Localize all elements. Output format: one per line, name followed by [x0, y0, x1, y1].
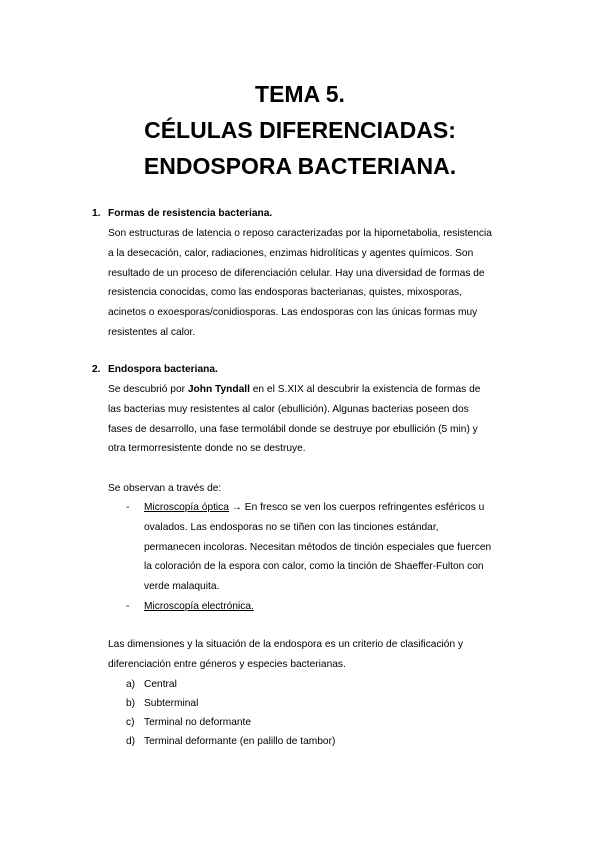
paragraph-line: acinetos o exoesporas/conidiosporas. Las endosporas con las únicas formas muy — [108, 307, 478, 319]
list-item-central: Central — [144, 679, 177, 690]
section-number: 1. — [92, 208, 101, 219]
paragraph-line: las bacterias muy resistentes al calor (ebullición). Algunas bacterias poseen dos — [108, 403, 469, 415]
bullet-line: la coloración de la espora con calor, como la tinción de Shaeffer-Fulton con — [144, 561, 484, 573]
bullet-optical-microscopy — [144, 498, 524, 597]
paragraph-line: Se observan a través de: — [108, 483, 222, 494]
list-marker: a) — [126, 679, 136, 690]
title-line-1: TEMA 5. — [255, 81, 345, 107]
paragraph-line: resultado de un proceso de diferenciación celular. Hay una diversidad de formas de — [108, 267, 485, 279]
section-2-paragraph — [108, 380, 520, 459]
bullet-line: permanecen incoloras. Necesitan métodos de tinción especiales que fuercen — [144, 541, 492, 553]
title-line-3: ENDOSPORA BACTERIANA. — [143, 153, 457, 179]
bullet-line: ovalados. Las endosporas no se tiñen con las tinciones estándar, — [144, 521, 439, 533]
bullet-term: Microscopía electrónica. — [144, 601, 254, 612]
bullet-line: verde malaquita. — [144, 581, 220, 593]
section-1-paragraph — [108, 224, 520, 343]
bullet-electron-microscopy — [144, 597, 524, 617]
bullet-marker: - — [126, 601, 130, 612]
intro-text: Se descubrió por — [108, 384, 188, 395]
list-item-subterminal: Subterminal — [144, 698, 199, 709]
bullet-line — [144, 498, 524, 518]
bullet-description: → En fresco se ven los cuerpos refringentes esféricos u — [228, 502, 485, 513]
list-item-terminal-deformante: Terminal deformante (en palillo de tambor) — [144, 736, 336, 747]
list-item-terminal-no-deformante: Terminal no deformante — [144, 717, 252, 728]
paragraph-line: resistencia conocidas, como las endosporas bacterianas, quistes, mixosporas, — [108, 287, 462, 299]
list-marker: d) — [126, 736, 136, 747]
paragraph-line: diferenciación entre géneros y especies bacterianas. — [108, 658, 346, 670]
bullet-line — [144, 597, 524, 617]
section-heading: Endospora bacteriana. — [108, 364, 218, 375]
observe-intro — [108, 479, 520, 499]
section-heading: Formas de resistencia bacteriana. — [108, 208, 273, 219]
section-number: 2. — [92, 364, 101, 375]
intro-text-continued: en el S.XIX al descubrir la existencia de formas de — [249, 384, 481, 395]
bullet-marker: - — [126, 502, 130, 513]
paragraph-line: Son estructuras de latencia o reposo caracterizadas por la hipometabolia, resistencia — [108, 228, 492, 239]
paragraph-line: a la desecación, calor, radiaciones, enzimas hidrolíticas y agentes químicos. Son — [108, 247, 474, 259]
discoverer-name: John Tyndall — [187, 384, 250, 395]
title-line-2: CÉLULAS DIFERENCIADAS: — [144, 117, 456, 143]
bullet-term: Microscopía óptica — [144, 502, 229, 513]
list-marker: b) — [126, 698, 136, 709]
paragraph-line: Las dimensiones y la situación de la endospora es un criterio de clasificación y — [108, 639, 464, 650]
paragraph-line: fases de desarrollo, una fase termolábil donde se destruye por ebullición (5 min) y — [108, 423, 478, 435]
list-marker: c) — [126, 717, 135, 728]
paragraph-line — [108, 380, 520, 400]
document-title — [0, 76, 600, 184]
dimensions-paragraph — [108, 635, 520, 675]
paragraph-line: resistentes al calor. — [108, 326, 196, 338]
paragraph-line: otra termorresistente donde no se destruye. — [108, 443, 306, 455]
